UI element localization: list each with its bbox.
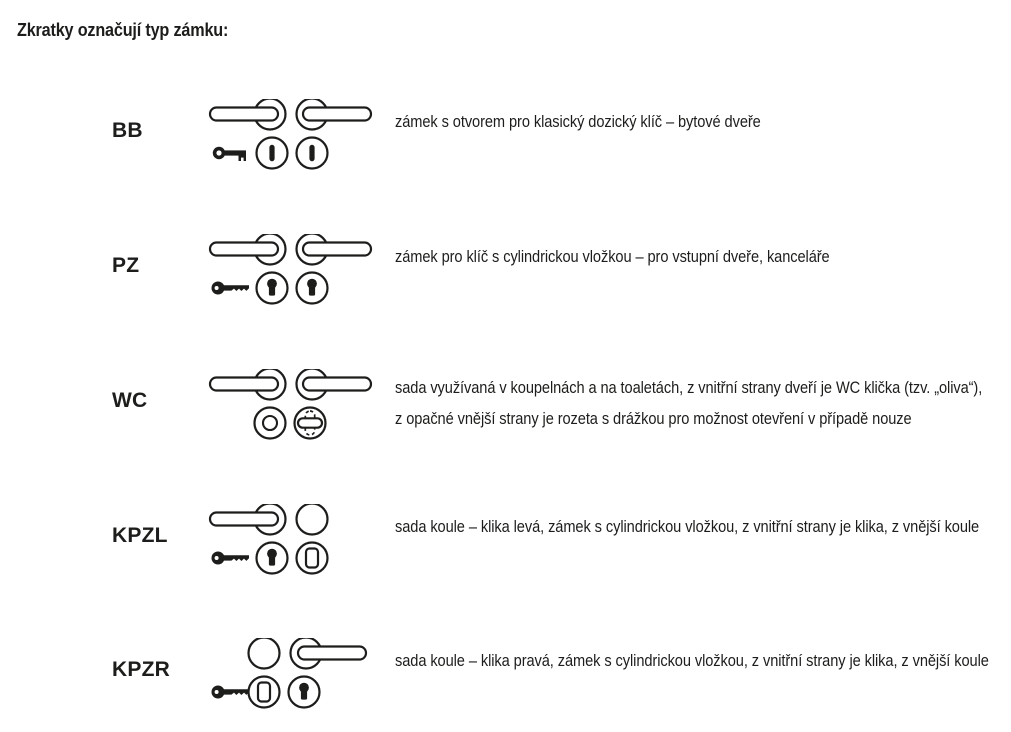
lock-type-row-bb [0, 99, 1011, 173]
lock-code-label: PZ [112, 254, 140, 277]
lock-description [395, 246, 900, 268]
lock-description [395, 516, 1011, 538]
description-line: zámek pro klíč s cylindrickou vložkou – pro vstupní dveře, kanceláře [395, 247, 830, 266]
bb-keyhole-rosette-icon [257, 138, 288, 169]
description-line: zámek s otvorem pro klasický dozický klíč – bytové dveře [395, 112, 761, 131]
blind-rosette-icon [249, 677, 280, 708]
pz-keyhole-rosette-icon [257, 273, 288, 304]
lock-hardware-icons [208, 638, 373, 712]
lock-description [395, 373, 1011, 434]
groove-rosette-icon [255, 408, 286, 439]
lock-code-label: KPZR [112, 658, 170, 681]
cylinder-key-icon [212, 552, 250, 565]
classic-key-icon [213, 147, 246, 161]
knob-icon [249, 638, 280, 669]
wc-oliva-rosette-icon [295, 408, 326, 439]
lever-handle-right-icon [297, 234, 372, 265]
cylinder-key-icon [212, 282, 250, 295]
cylinder-key-icon [212, 686, 250, 699]
lever-handle-left-icon [210, 234, 286, 265]
lock-type-row-kpzr [0, 638, 1011, 712]
lever-handle-right-icon [291, 638, 367, 669]
lock-hardware-icons [208, 99, 373, 173]
lock-type-row-wc [0, 369, 1011, 443]
bb-keyhole-rosette-icon [297, 138, 328, 169]
pz-keyhole-rosette-icon [289, 677, 320, 708]
lock-code-label: WC [112, 389, 148, 412]
description-line: sada koule – klika levá, zámek s cylindrickou vložkou, z vnitřní strany je klika, z vnější koule [395, 517, 980, 536]
lever-handle-left-icon [210, 369, 286, 400]
lever-handle-right-icon [297, 99, 372, 130]
lock-hardware-icons [208, 234, 373, 308]
pz-keyhole-rosette-icon [257, 543, 288, 574]
knob-icon [297, 504, 328, 535]
lever-handle-left-icon [210, 504, 286, 535]
lock-code-label: KPZL [112, 524, 168, 547]
pz-keyhole-rosette-icon [297, 273, 328, 304]
lock-type-row-kpzl [0, 504, 1011, 578]
page-title: Zkratky označují typ zámku: [17, 20, 229, 40]
lock-description [395, 111, 820, 133]
blind-rosette-icon [297, 543, 328, 574]
lock-hardware-icons [208, 504, 373, 578]
description-line: z opačné vnější strany je rozeta s drážkou pro možnost otevření v případě nouze [395, 408, 912, 428]
description-line: sada koule – klika pravá, zámek s cylindrickou vložkou, z vnitřní strany je klika, z vnější koule [395, 651, 989, 670]
lever-handle-left-icon [210, 99, 286, 130]
lock-code-label: BB [112, 119, 143, 142]
lock-hardware-icons [208, 369, 373, 443]
lever-handle-right-icon [297, 369, 372, 400]
lock-description [395, 650, 1011, 672]
lock-type-row-pz [0, 234, 1011, 308]
description-line: sada využívaná v koupelnách a na toaletách, z vnitřní strany dveří je WC klička (tzv. „oliva“), [395, 378, 983, 397]
